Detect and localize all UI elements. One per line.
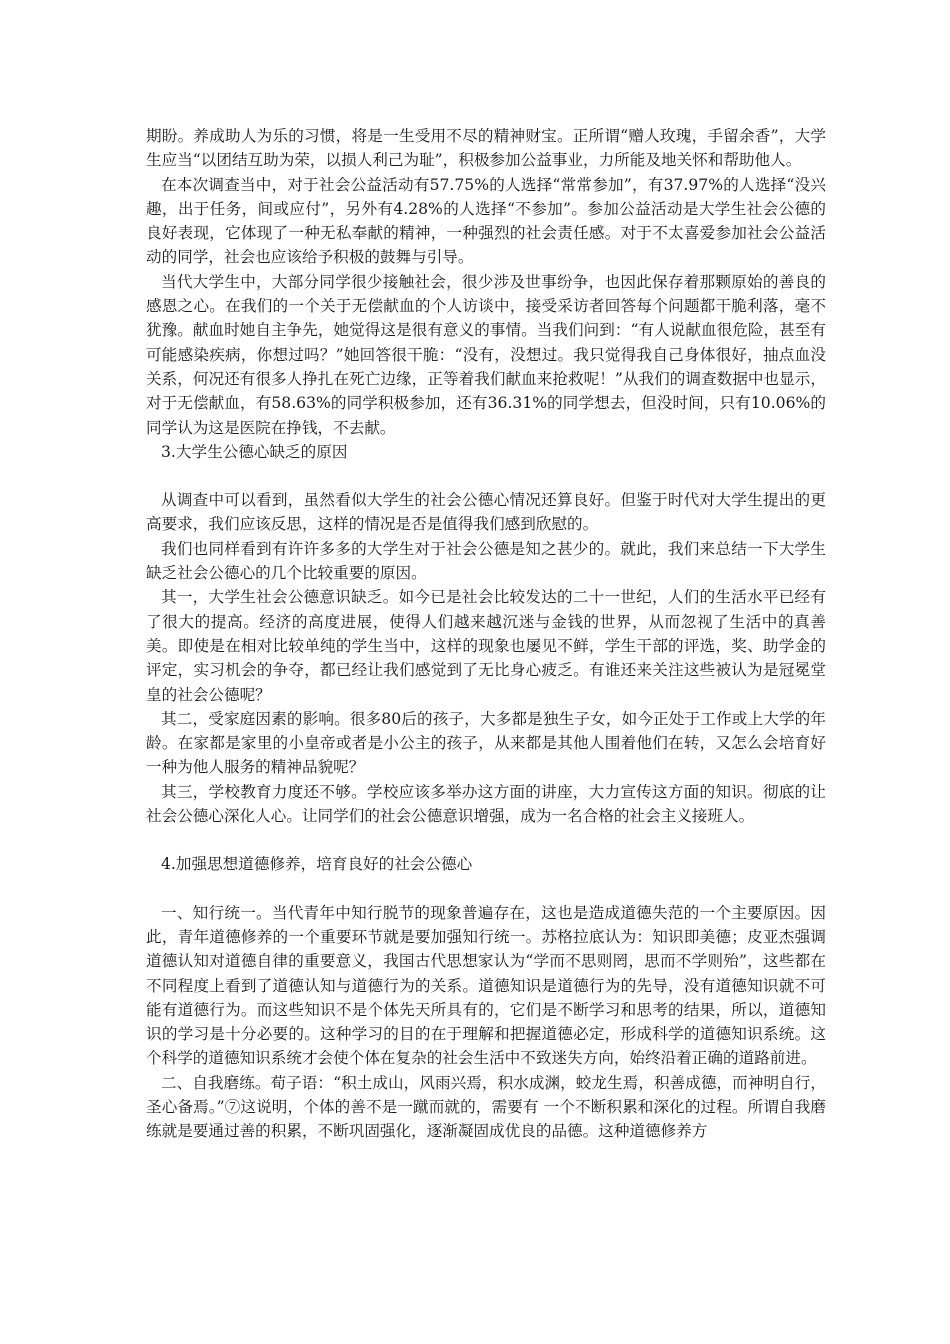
document-page [146,124,826,1144]
paragraph-reasons-intro: 我们也同样看到有许许多多的大学生对于社会公德是知之甚少的。就此，我们来总结一下大学生缺乏社会公德心的几个比较重要的原因。 [146,539,826,583]
section-heading-3: 3.大学生公德心缺乏的原因 [161,442,348,461]
paragraph-self-discipline: 二、自我磨练。荀子语：“积土成山，风雨兴焉，积水成渊，蛟龙生焉，积善成德，而神明自行，圣心备焉。”⑦这说明，个体的善不是一蹴而就的，需要有 一个不断积累和深化的过程。所谓自我磨练就是要通过善的积累，不断巩固强化，逐渐凝固成优良的品德。这种道德修养方 [146,1073,826,1141]
section-heading-4: 4.加强思想道德修养，培育良好的社会公德心 [161,855,473,874]
paragraph-blood-donation: 当代大学生中，大部分同学很少接触社会，很少涉及世事纷争，也因此保存着那颗原始的善良的感恩之心。在我们的一个关于无偿献血的个人访谈中，接受采访者回答每个问题都干脆利落，毫不犹豫。献血时她自主争先，她觉得这是很有意义的事情。当我们问到：“有人说献血很危险，甚至有可能感染疾病，你想过吗？”她回答很干脆：“没有，没想过。我只觉得我自己身体很好，抽点血没关系，何况还有很多人挣扎在死亡边缘，正等着我们献血来抢救呢！”从我们的调查数据中也显示，对于无偿献血，有58.63%的同学积极参加，还有36.31%的同学想去，但没时间，只有10.06%的同学认为这是医院在挣钱，不去献。 [146,272,826,437]
blank-line [146,828,826,852]
paragraph-reason-two: 其二，受家庭因素的影响。很多80后的孩子，大多都是独生子女，如今正处于工作或上大学的年龄。在家都是家里的小皇帝或者是小公主的孩子，从来都是其他人围着他们在转，又怎么会培育好一种为他人服务的精神品貌呢？ [146,709,826,777]
paragraph-reason-three: 其三，学校教育力度还不够。学校应该多举办这方面的讲座，大力宣传这方面的知识。彻底的让社会公德心深化人心。让同学们的社会公德意识增强，成为一名合格的社会主义接班人。 [146,782,826,826]
blank-line [146,464,826,488]
paragraph-survey-reflection: 从调查中可以看到，虽然看似大学生的社会公德心情况还算良好。但鉴于时代对大学生提出的更高要求，我们应该反思，这样的情况是否是值得我们感到欣慰的。 [146,491,826,534]
blank-line [146,877,826,901]
paragraph-knowledge-action: 一、知行统一。当代青年中知行脱节的现象普遍存在，这也是造成道德失范的一个主要原因。因此，青年道德修养的一个重要环节就是要加强知行统一。苏格拉底认为：知识即美德；皮亚杰强调道德认知对道德自律的重要意义，我国古代思想家认为“学而不思则罔，思而不学则殆”，这些都在不同程度上看到了道德认知与道德行为的关系。道德知识是道德行为的先导，没有道德知识就不可能有道德行为。而这些知识不是个体先天所具有的，它们是不断学习和思考的结果，所以，道德知识的学习是十分必要的。这种学习的目的在于理解和把握道德必定，形成科学的道德知识系统。这个科学的道德知识系统才会使个体在复杂的社会生活中不致迷失方向，始终沿着正确的道路前进。 [146,903,826,1068]
paragraph-survey-public-welfare: 在本次调查当中，对于社会公益活动有57.75%的人选择“常常参加”，有37.97%的人选择“没兴趣，出于任务，间或应付”，另外有4.28%的人选择“不参加”。参加公益活动是大学生社会公德的良好表现，它体现了一种无私奉献的精神，一种强烈的社会责任感。对于不太喜爱参加社会公益活动的同学，社会也应该给予积极的鼓舞与引导。 [146,175,826,267]
paragraph-public-welfare-intro: 期盼。养成助人为乐的习惯，将是一生受用不尽的精神财宝。正所谓“赠人玫瑰，手留余香”，大学生应当“以团结互助为荣，以损人利己为耻”，积极参加公益事业，力所能及地关怀和帮助他人。 [146,127,826,170]
paragraph-reason-one: 其一，大学生社会公德意识缺乏。如今已是社会比较发达的二十一世纪，人们的生活水平已经有了很大的提高。经济的高度进展，使得人们越来越沉迷与金钱的世界，从而忽视了生活中的真善美。即使是在相对比较单纯的学生当中，这样的现象也屡见不鲜，学生干部的评选，奖、助学金的评定，实习机会的争夺，都已经让我们感觉到了无比身心疲乏。有谁还来关注这些被认为是冠冕堂皇的社会公德呢？ [146,588,826,704]
